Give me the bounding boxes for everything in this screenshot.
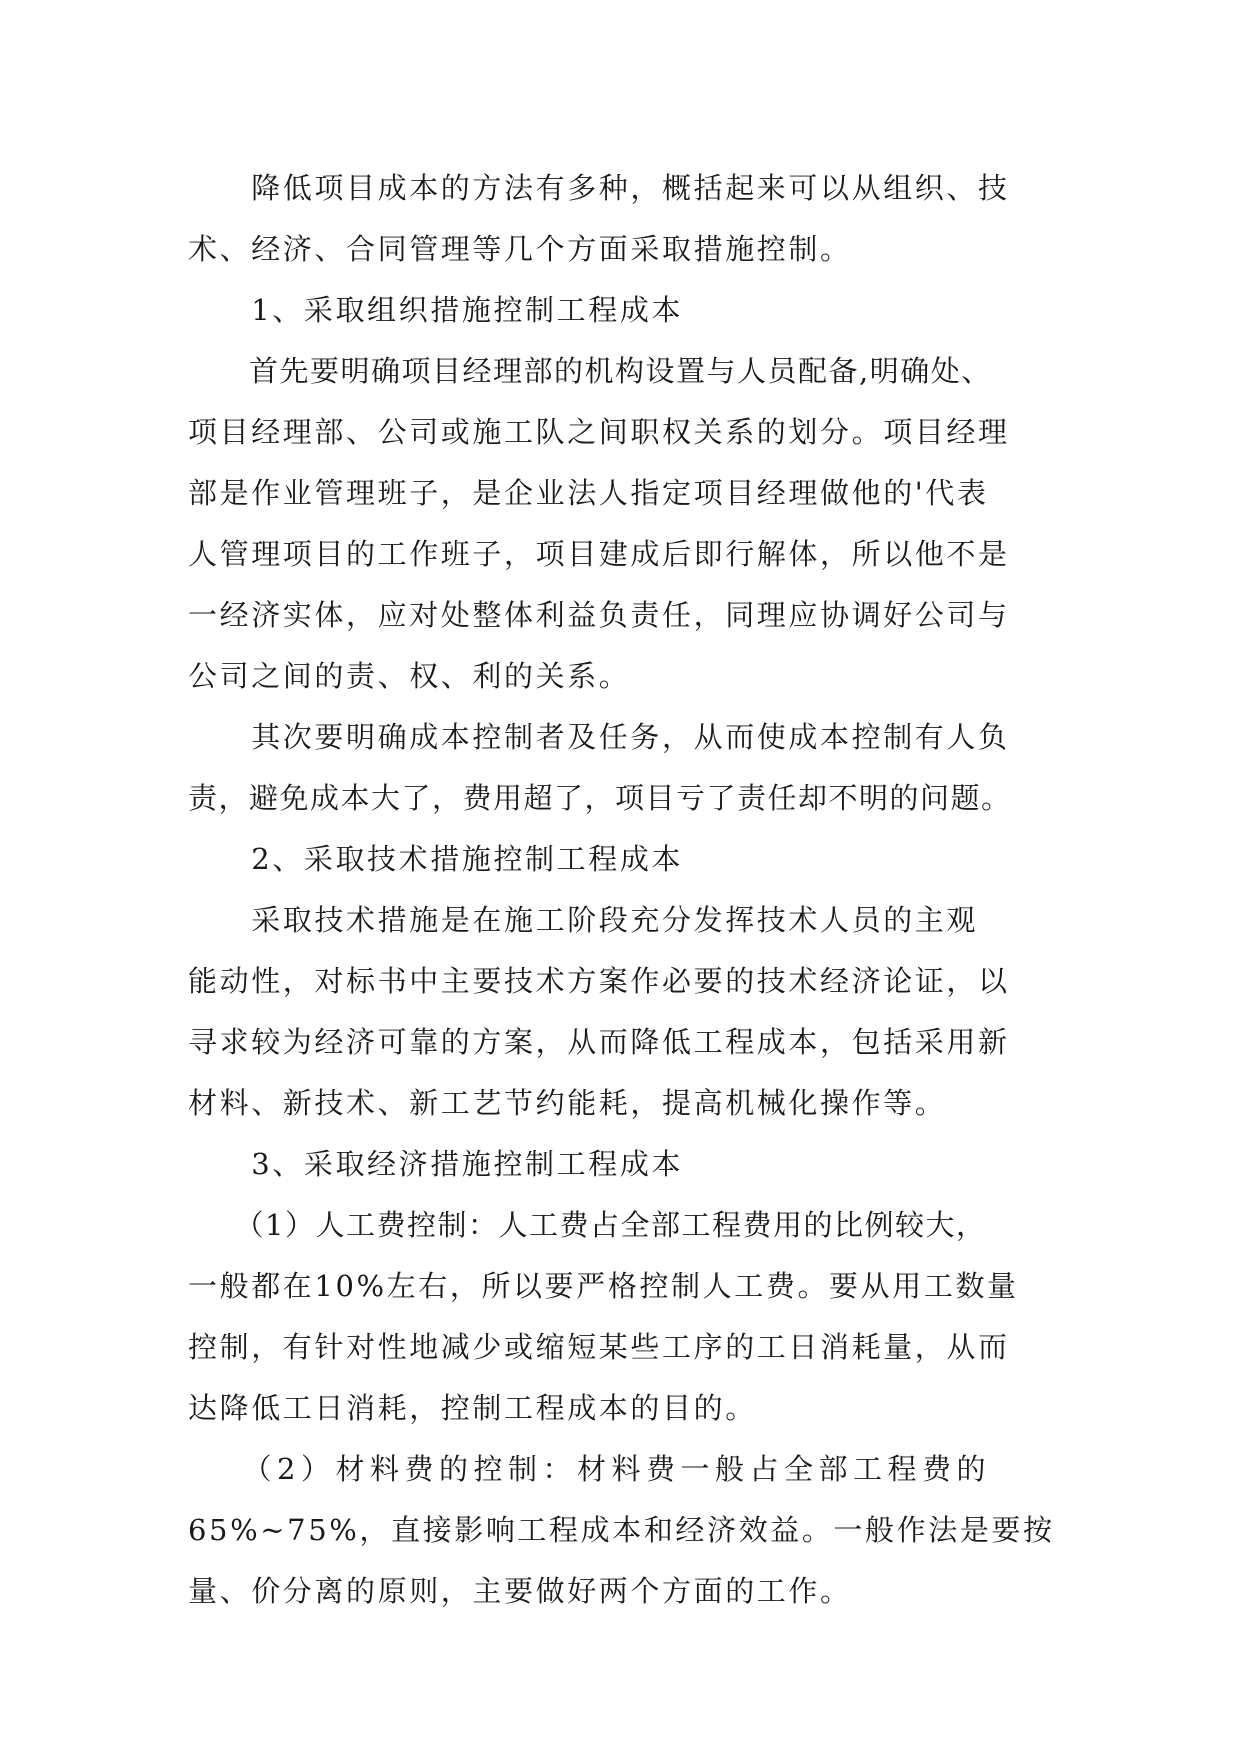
text-line: 寻求较为经济可靠的方案，从而降低工程成本，包括采用新: [188, 1025, 1010, 1059]
text-line: 责，避免成本大了，费用超了，项目亏了责任却不明的问题。: [188, 781, 1012, 815]
text-line: 材料、新技术、新工艺节约能耗，提高机械化操作等。: [188, 1086, 947, 1120]
text-line: 采取技术措施是在施工阶段充分发挥技术人员的主观: [188, 903, 979, 937]
section-heading: 1、采取组织措施控制工程成本: [188, 293, 684, 327]
text-line: 人管理项目的工作班子，项目建成后即行解体，所以他不是: [188, 537, 1010, 571]
section-heading: 3、采取经济措施控制工程成本: [188, 1147, 684, 1181]
text-line: 部是作业管理班子，是企业法人指定项目经理做他的'代表: [188, 476, 989, 510]
text-line: 术、经济、合同管理等几个方面采取措施控制。: [188, 232, 852, 266]
text-line: 一般都在10%左右，所以要严格控制人工费。要从用工数量: [188, 1269, 1019, 1303]
section-heading: 2、采取技术措施控制工程成本: [188, 842, 684, 876]
text-line: 能动性，对标书中主要技术方案作必要的技术经济论证，以: [188, 964, 1010, 998]
text-line: （1）人工费控制：人工费占全部工程费用的比例较大，: [188, 1208, 987, 1242]
document-body: [188, 158, 1058, 1622]
text-line: 65%~75%，直接影响工程成本和经济效益。一般作法是要按: [188, 1513, 1055, 1547]
text-line: 其次要明确成本控制者及任务，从而使成本控制有人负: [188, 720, 1010, 754]
text-line: 首先要明确项目经理部的机构设置与人员配备,明确处、: [188, 354, 992, 388]
text-line: 一经济实体，应对处整体利益负责任，同理应协调好公司与: [188, 598, 1010, 632]
text-line: 达降低工日消耗，控制工程成本的目的。: [188, 1391, 757, 1425]
text-line: （2）材料费的控制：材料费一般占全部工程费的: [188, 1452, 991, 1486]
text-line: 控制，有针对性地减少或缩短某些工序的工日消耗量，从而: [188, 1330, 1010, 1364]
text-line: 项目经理部、公司或施工队之间职权关系的划分。项目经理: [188, 415, 1010, 449]
text-line: 量、价分离的原则，主要做好两个方面的工作。: [188, 1574, 852, 1608]
text-line: 公司之间的责、权、利的关系。: [188, 659, 631, 693]
text-line: 降低项目成本的方法有多种，概括起来可以从组织、技: [188, 171, 1010, 205]
